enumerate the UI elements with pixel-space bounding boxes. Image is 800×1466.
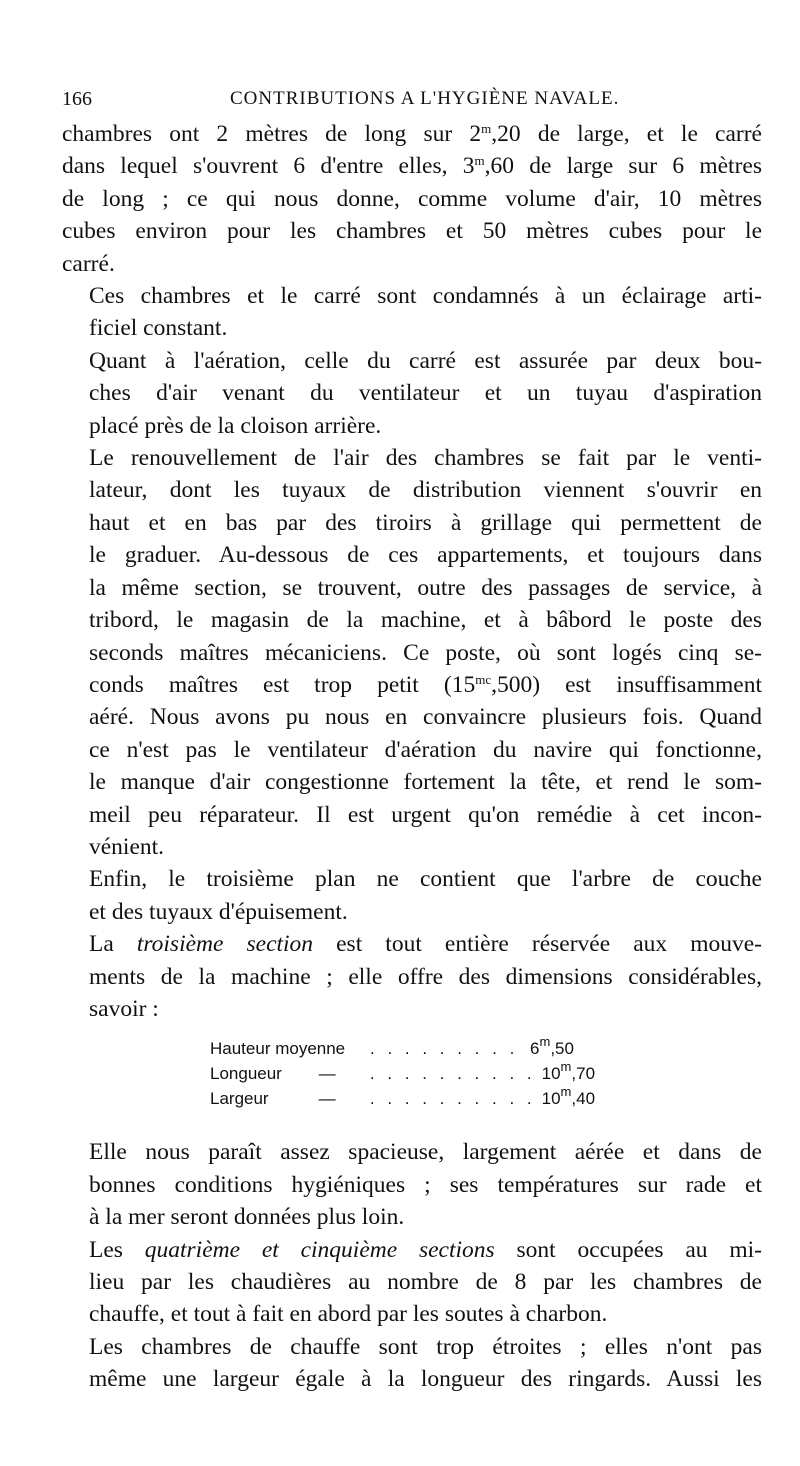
paragraph-2: Ces chambres et le carré sont condamnés à un éclairage arti- ficiel constant. [89, 283, 762, 342]
paragraph-8: Les quatrième et cinquième sections sont occupées au mi- lieu par les chaudières au nombre de 8 par les chambres de chauffe, et tout à fait en abord par les soutes à charbon. [89, 1236, 762, 1328]
paragraph-4: Le renouvellement de l'air des chambres se fait par le venti- lateur, dont les tuyaux de distribution viennent s'ouvrir en haut et en bas par des tiroirs à grillage qui permettent de le graduer. Au-dessous de ces appartements, et toujours dans la même section, se trouvent, outre des passages de service, à tribord, le magasin de la machine, et à bâbord le poste des seconds maîtres mécaniciens. Ce poste, où sont logés cinq se- conds maîtres est trop petit $(15^{mc},500)$ est insuffisamment aéré. Nous avons pu nous en convaincre plusieurs fois. Quand ce n'est pas le ventilateur d'aération du navire qui fonctionne, le manque d'air congestionne fortement la tête, et rend le som- meil peu réparateur. Il est urgent qu'on remédie à cet incon- vénient. [89, 445, 762, 860]
paragraph-1: chambres ont 2 mètres de long sur 2$^m$,20 de large, et le carré dans lequel s'ouvrent 6 d'entre elles, 3$^m$,60 de large sur 6 mètres de long ; ce qui nous donne, comme volume d'air, 10 mètres cubes environ pour les chambres et 50 mètres cubes pour le carré. [62, 121, 762, 277]
paragraph-9: Les chambres de chauffe sont trop étroites ; elles n'ont pas même une largeur égale à la longueur des ringards. Aussi les [89, 1333, 762, 1393]
paragraph-5: Enfin, le troisième plan ne contient que l'arbre de couche et des tuyaux d'épuisement. [89, 866, 762, 925]
running-title: CONTRIBUTIONS A L'HYGIÈNE NAVALE. [230, 88, 620, 109]
running-header [62, 88, 762, 118]
page-number: 166 [62, 88, 92, 110]
dimensions-table [210, 1034, 610, 1114]
paragraph-7: Elle nous paraît assez spacieuse, largement aérée et dans de bonnes conditions hygiéniques ; ses températures sur rade et à la mer seront données plus loin. [89, 1139, 762, 1231]
paragraph-6: La troisième section est tout entière réservée aux mouve- ments de la machine ; elle offre des dimensions considérables, savoir : [89, 931, 762, 1022]
table-row: Longueur — . . . . . . . . . . 10$^m$,70 [210, 1059, 596, 1084]
paragraph-3: Quant à l'aération, celle du carré est assurée par deux bou- ches d'air venant du ventilateur et un tuyau d'aspiration placé près de la cloison arrière. [89, 347, 762, 439]
page-body [62, 118, 762, 1396]
table-row: Largeur — . . . . . . . . . . 10$^m$,40 [210, 1084, 596, 1109]
table-row: Hauteur moyenne . . . . . . . . . 6$^m$,50 [210, 1034, 574, 1059]
